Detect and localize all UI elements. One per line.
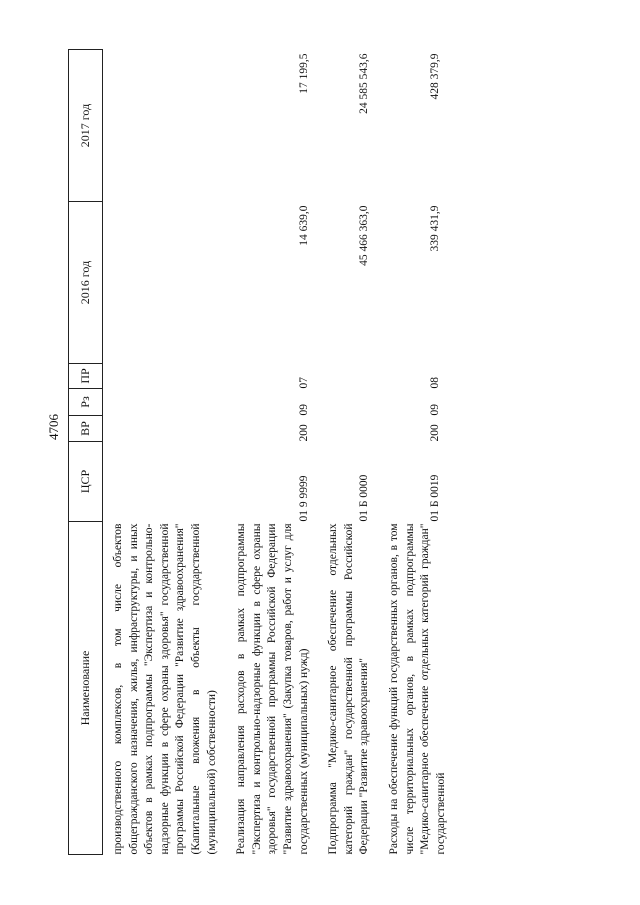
- row-rz: 09: [428, 404, 441, 416]
- row-rz: [103, 389, 227, 416]
- row-2017: [103, 50, 227, 202]
- row-vr: 200: [297, 424, 310, 442]
- row-2016: 339 431,9: [428, 205, 441, 252]
- row-rz: [318, 389, 379, 416]
- header-pr: ПР: [69, 364, 103, 389]
- row-vr: 200: [428, 424, 441, 442]
- row-2016: 45 466 363,0: [358, 205, 371, 266]
- row-csr: 01 9 9999: [297, 475, 310, 522]
- header-vr: ВР: [69, 416, 103, 442]
- row-vr: [103, 416, 227, 442]
- row-vr: [318, 416, 379, 442]
- row-name: Расходы на обеспечение функций государственных органов, в том числе территориальных органов, в рамках подпрограммы "Медико-санитарное обеспечение отдельных категорий граждан" государственной: [387, 523, 447, 855]
- row-pr: 07: [297, 377, 310, 389]
- header-2016: 2016 год: [69, 202, 103, 364]
- table-header-row: [69, 50, 103, 855]
- header-rz: Рз: [69, 389, 103, 416]
- row-pr: [103, 364, 227, 389]
- row-2016: 14 639,0: [297, 205, 310, 246]
- table-row: [379, 50, 449, 855]
- table-row: [318, 50, 379, 855]
- header-name: Наименование: [69, 522, 103, 855]
- rotated-page-content: [68, 50, 618, 855]
- header-csr: ЦСР: [69, 442, 103, 522]
- row-csr: 01 Б 0000: [358, 474, 371, 522]
- row-name: производственного комплексов, в том числе объектов общегражданского назначения, жилья, инфраструктуры, и иных объектов в рамках подпрограммы "Экспертиза и контрольно-надзорные функции в сфере охраны здоровья" государственной программы Российской Федерации "Развитие здравоохранения" (Капитальные вложения в объекты государственной (муниципальной) собственности): [112, 523, 218, 855]
- table-row: [226, 50, 318, 855]
- budget-table: [68, 49, 449, 855]
- row-2016: [103, 202, 227, 364]
- row-csr: [103, 442, 227, 522]
- row-name: Подпрограмма "Медико-санитарное обеспечение отдельных категорий граждан" государственной программы Российской Федерации "Развитие здравоохранения": [327, 523, 371, 855]
- header-2017: 2017 год: [69, 50, 103, 202]
- row-csr: 01 Б 0019: [428, 474, 441, 522]
- row-2017: 24 585 543,6: [358, 53, 371, 114]
- row-pr: [318, 364, 379, 389]
- row-2017: 17 199,5: [297, 53, 310, 94]
- row-pr: 08: [428, 377, 441, 389]
- row-name: Реализация направления расходов в рамках подпрограммы "Экспертиза и контрольно-надзорные функции в сфере охраны здоровья" государственной программы Российской Федерации "Развитие здравоохранения" (Закупка товаров, работ и услуг для государственных (муниципальных) нужд): [235, 523, 310, 855]
- table-row: [103, 50, 227, 855]
- row-2017: 428 379,9: [428, 53, 441, 100]
- page-number: 4706: [46, 414, 61, 440]
- row-rz: 09: [297, 404, 310, 416]
